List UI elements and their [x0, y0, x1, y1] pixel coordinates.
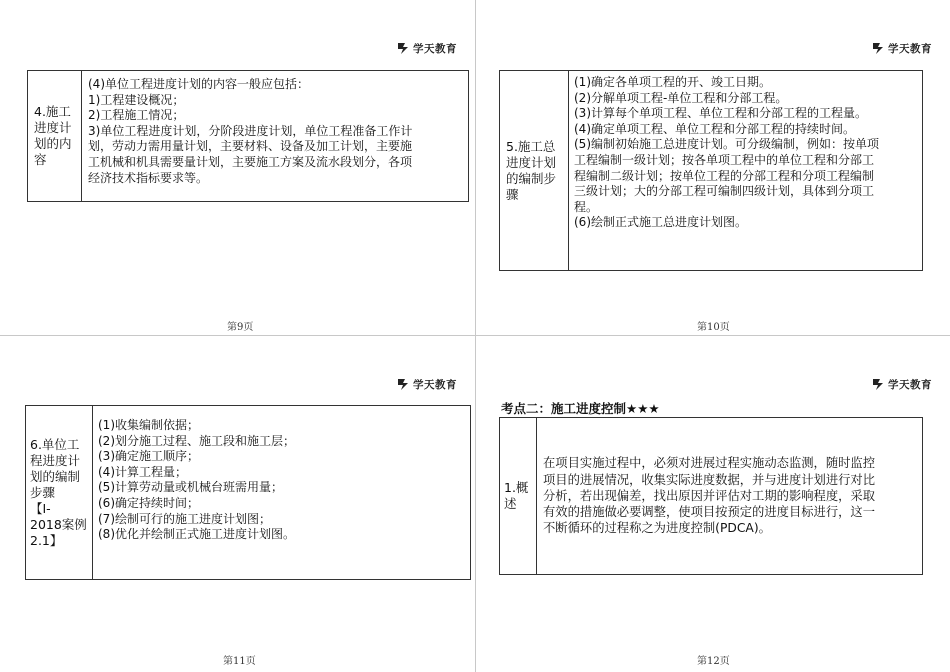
- text-line: 1)工程建设概况；: [88, 92, 185, 107]
- page10-footer: 第10页: [697, 322, 730, 333]
- text-line: 的编制步: [506, 170, 557, 186]
- page-divider-vertical: [475, 0, 476, 672]
- page11-content: [98, 418, 470, 543]
- brand-text: 学天教育: [888, 43, 932, 55]
- page10-content-cell: [569, 71, 923, 271]
- text-line: 6.单位工: [30, 436, 80, 452]
- page10-table: [499, 70, 923, 271]
- page12-table: [499, 417, 923, 575]
- text-line: (2)划分施工过程、施工段和施工层；: [98, 433, 295, 448]
- page12-label-cell: [500, 418, 537, 575]
- text-line: 工机械和机具需要量计划，主要施工方案及流水段划分，各项: [88, 154, 413, 169]
- text-line: 【Ⅰ-: [30, 500, 51, 516]
- text-line: 进度计: [34, 120, 72, 135]
- text-line: (5)计算劳动量或机械台班需用量；: [98, 480, 283, 495]
- text-line: 有效的措施做必要调整，使项目按预定的进度目标进行，这一: [543, 505, 876, 520]
- text-line: 划的内: [34, 136, 72, 151]
- page11-content-cell: [93, 406, 471, 580]
- text-line: (3)确定施工顺序；: [98, 449, 199, 464]
- brand-mark-icon: [873, 43, 885, 54]
- brand-logo: [398, 377, 457, 392]
- text-line: 2.1】: [30, 532, 63, 548]
- text-line: 项目的进展情况，收集实际进度数据，并与进度计划进行对比: [543, 472, 876, 487]
- text-line: 骤: [506, 186, 519, 202]
- text-line: 程进度计: [30, 452, 81, 468]
- text-line: 1.概: [504, 480, 529, 495]
- page9-table: [27, 70, 469, 202]
- text-line: 5.施工总: [506, 138, 556, 154]
- page9-label: [34, 104, 81, 168]
- page10-label-cell: [500, 71, 569, 271]
- page12-footer: 第12页: [697, 656, 730, 667]
- page12-section-title: 考点二：施工进度控制★★★: [501, 401, 660, 416]
- text-line: (1)收集编制依据；: [98, 418, 199, 432]
- brand-logo: [398, 41, 457, 56]
- text-line: (8)优化并绘制正式施工进度计划图。: [98, 527, 295, 542]
- text-line: 2)工程施工情况；: [88, 108, 185, 123]
- text-line: 程。: [574, 199, 599, 214]
- page9-content-cell: [82, 71, 469, 202]
- text-line: 划的编制: [30, 468, 81, 484]
- text-line: (6)确定持续时间；: [98, 495, 199, 510]
- text-line: 进度计划: [506, 154, 557, 170]
- text-line: 分析，若出现偏差，找出原因并评估对工期的影响程度，采取: [543, 488, 876, 503]
- text-line: 在项目实施过程中，必须对进展过程实施动态监测，随时监控: [543, 456, 876, 471]
- text-line: 程编制二级计划；按单位工程的分部工程和分项工程编制: [574, 168, 875, 183]
- text-line: (4)确定单项工程、单位工程和分部工程的持续时间。: [574, 121, 856, 136]
- page12-label: [504, 480, 536, 512]
- text-line: (4)单位工程进度计划的内容一般应包括：: [88, 77, 309, 91]
- text-line: (6)绘制正式施工总进度计划图。: [574, 215, 747, 230]
- text-line: 2018案例: [30, 516, 87, 532]
- text-line: 4.施工: [34, 104, 71, 119]
- text-line: 经济技术指标要求等。: [88, 170, 209, 185]
- page9-footer: 第9页: [227, 322, 254, 333]
- page9-label-cell: [28, 71, 82, 202]
- text-line: (5)编制初始施工总进度计划。可分级编制，例如：按单项: [574, 137, 880, 152]
- text-line: 不断循环的过程称之为进度控制(PDCA)。: [543, 521, 771, 536]
- page11-label: [30, 437, 92, 549]
- page11-table: [25, 405, 471, 580]
- text-line: (3)计算每个单项工程、单位工程和分部工程的工程量。: [574, 106, 868, 121]
- text-line: (1)确定各单项工程的开、竣工日期。: [574, 75, 771, 89]
- text-line: (7)绘制可行的施工进度计划图；: [98, 511, 271, 526]
- text-line: 三级计划；大的分部工程可编制四级计划，具体到分项工: [574, 184, 875, 199]
- page11-footer: 第11页: [223, 656, 256, 667]
- brand-logo: [873, 41, 932, 56]
- brand-mark-icon: [398, 379, 410, 390]
- page12-content-cell: [537, 418, 923, 575]
- text-line: 容: [34, 152, 47, 167]
- text-line: 3)单位工程进度计划，分阶段进度计划，单位工程准备工作计: [88, 123, 413, 138]
- page12-content: [543, 455, 922, 536]
- page-divider-horizontal: [0, 335, 950, 336]
- brand-mark-icon: [873, 379, 885, 390]
- brand-text: 学天教育: [888, 379, 932, 391]
- page10-label: [506, 139, 568, 203]
- text-line: 步骤: [30, 484, 56, 500]
- text-line: 工程编制一级计划；按各单项工程中的单位工程和分部工: [574, 152, 875, 167]
- text-line: 述: [504, 496, 517, 511]
- page11-label-cell: [26, 406, 93, 580]
- brand-text: 学天教育: [413, 43, 457, 55]
- page9-content: [88, 77, 468, 186]
- text-line: (4)计算工程量；: [98, 464, 187, 479]
- brand-logo: [873, 377, 932, 392]
- page10-content: [574, 75, 922, 231]
- text-line: (2)分解单项工程-单位工程和分部工程。: [574, 90, 788, 105]
- text-line: 划，劳动力需用量计划，主要材料、设备及加工计划，主要施: [88, 139, 413, 154]
- brand-text: 学天教育: [413, 379, 457, 391]
- brand-mark-icon: [398, 43, 410, 54]
